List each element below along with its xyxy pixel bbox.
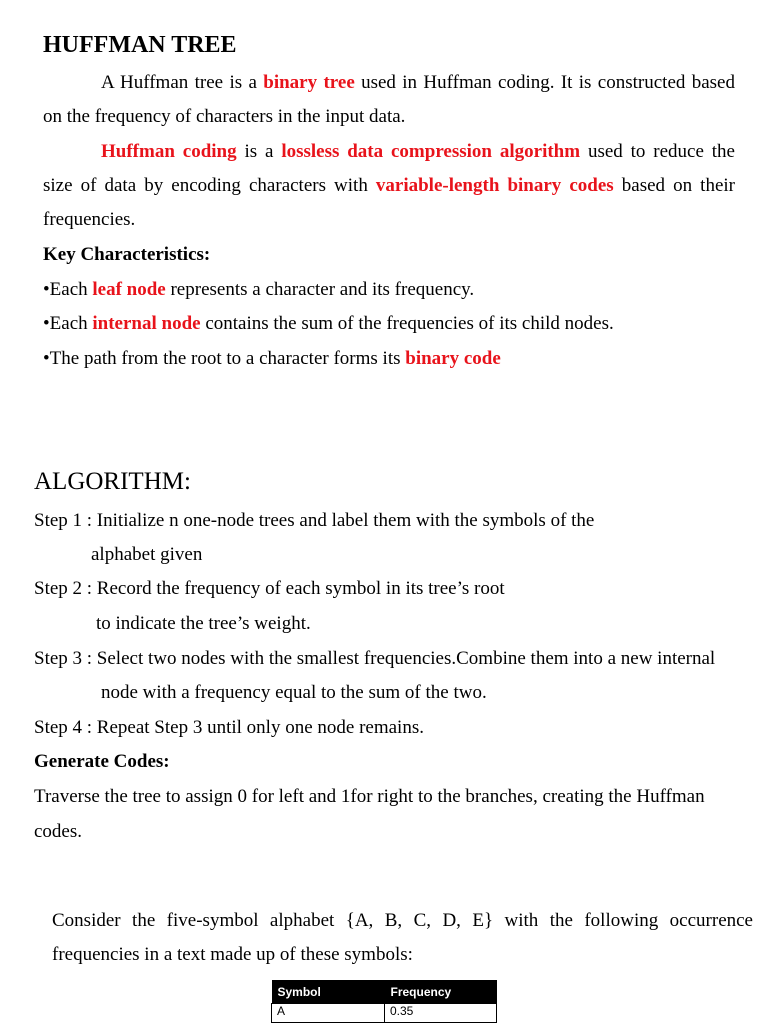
coding-line-1: Huffman coding is a lossless data compression algorithm used to reduce the (101, 141, 735, 162)
step-4-line-1: Step 4 : Repeat Step 3 until only one node remains. (34, 717, 424, 738)
algorithm-heading: ALGORITHM: (34, 468, 191, 495)
cell-symbol: A (272, 1004, 385, 1023)
highlight-binary-tree: binary tree (263, 72, 355, 93)
example-line-1: Consider the five-symbol alphabet {A, B, C, D, E} with the following occurrence (52, 910, 753, 931)
generate-codes-line-2: codes. (34, 821, 83, 842)
table-row (272, 1004, 497, 1023)
header-symbol: Symbol (272, 980, 385, 1004)
step-1-line-2: alphabet given (91, 544, 203, 565)
example-line-2: frequencies in a text made up of these symbols: (52, 944, 413, 965)
step-2-line-2: to indicate the tree’s weight. (96, 613, 311, 634)
generate-codes-heading: Generate Codes: (34, 751, 170, 772)
coding-line-2: size of data by encoding characters with variable-length binary codes based on their (43, 175, 736, 196)
table-header-row (272, 980, 497, 1004)
bullet-binary-code: •The path from the root to a character forms its binary code (43, 348, 501, 369)
step-1-line-1: Step 1 : Initialize n one-node trees and label them with the symbols of the (34, 510, 595, 531)
step-3-line-1: Step 3 : Select two nodes with the smallest frequencies.Combine them into a new internal (34, 648, 716, 669)
intro-line-1: A Huffman tree is a binary tree used in Huffman coding. It is constructed based (101, 72, 735, 93)
highlight-huffman-coding: Huffman coding (101, 141, 237, 162)
step-2-line-1: Step 2 : Record the frequency of each symbol in its tree’s root (34, 578, 505, 599)
bullet-leaf-node: •Each leaf node represents a character and its frequency. (43, 279, 475, 300)
cell-frequency: 0.35 (385, 1004, 497, 1023)
highlight-lossless: lossless data compression algorithm (281, 141, 581, 162)
page-title: HUFFMAN TREE (43, 32, 237, 58)
header-frequency: Frequency (385, 980, 497, 1004)
key-characteristics-heading: Key Characteristics: (43, 244, 211, 265)
generate-codes-line-1: Traverse the tree to assign 0 for left and 1for right to the branches, creating the Huffman (34, 786, 705, 807)
frequency-table (271, 980, 497, 1023)
step-3-line-2: node with a frequency equal to the sum of the two. (101, 682, 487, 703)
bullet-internal-node: •Each internal node contains the sum of the frequencies of its child nodes. (43, 313, 614, 334)
highlight-variable-length: variable-length binary codes (375, 175, 614, 196)
coding-line-3: frequencies. (43, 209, 136, 230)
intro-line-2: on the frequency of characters in the input data. (43, 106, 406, 127)
